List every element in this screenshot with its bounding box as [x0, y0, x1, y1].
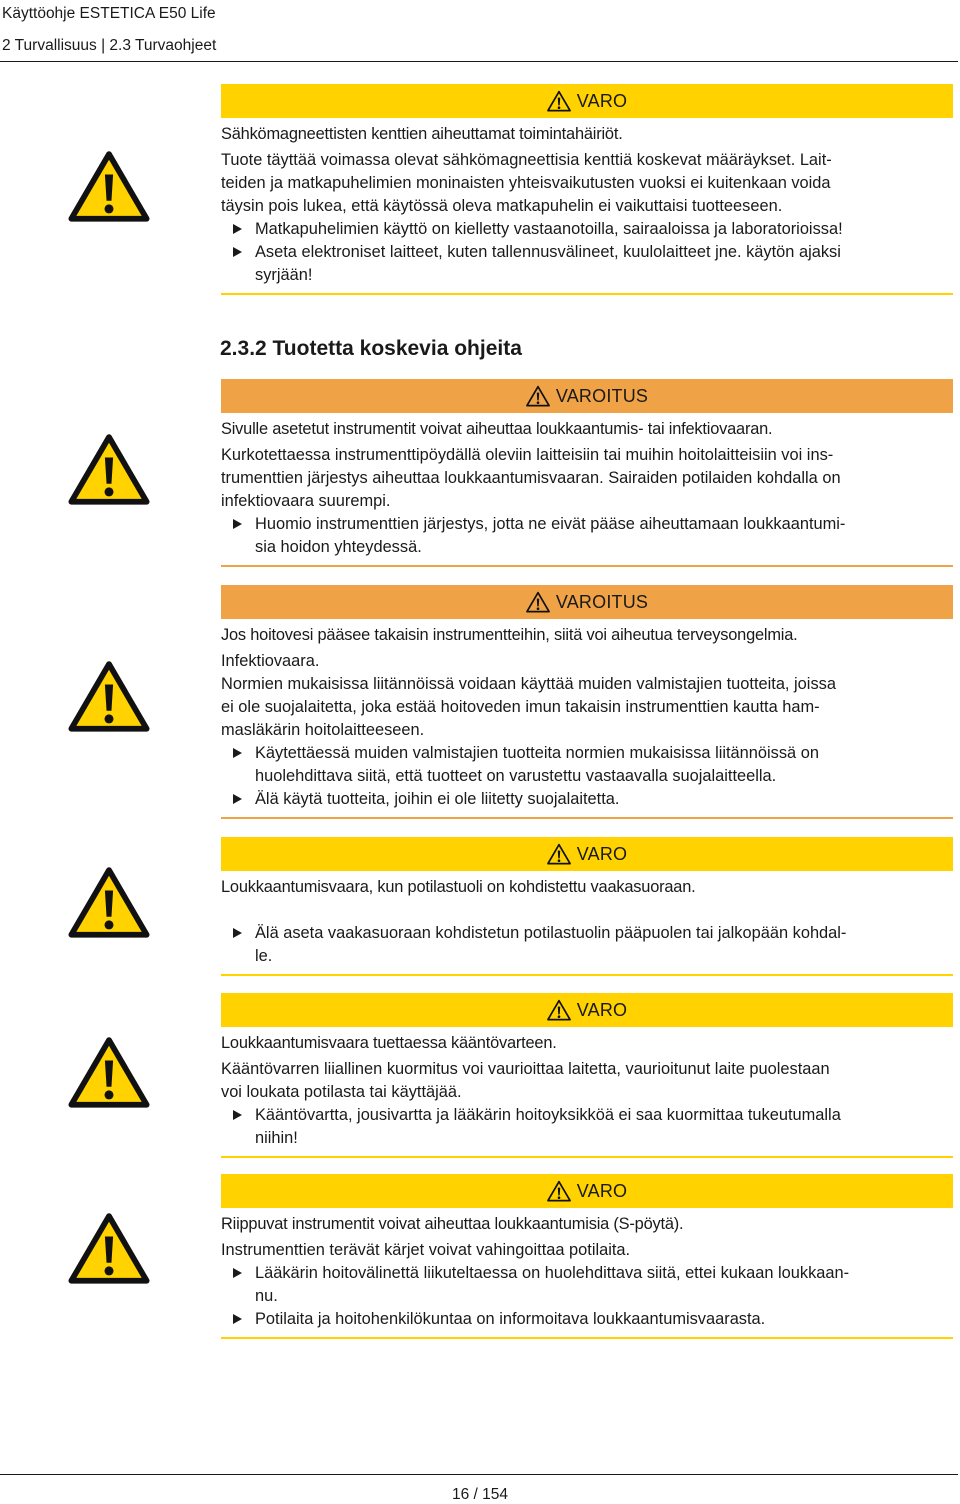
action-step	[221, 1262, 953, 1308]
breadcrumb: 2 Turvallisuus | 2.3 Turvaohjeet	[2, 37, 217, 54]
step-text-line: Käytettäessä muiden valmistajien tuotteita normien mukaisissa liitännöissä on	[255, 744, 819, 762]
warning-sign-icon	[68, 150, 150, 222]
signal-word: VAROITUS	[555, 591, 649, 612]
step-text-line: le.	[255, 947, 273, 965]
warning-outline-icon	[547, 90, 571, 112]
action-step	[221, 218, 953, 241]
action-steps	[221, 513, 953, 559]
warning-block	[221, 84, 953, 295]
warning-title: Jos hoitovesi pääsee takaisin instrumentteihin, siitä voi aiheutua terveysongelmia.	[221, 626, 798, 644]
warning-text-line: teiden ja matkapuhelimien moninaisten yhteisvaikutusten vuoksi ei kuitenkaan voida	[221, 174, 831, 192]
warning-outline-icon	[547, 843, 571, 865]
step-text-line: niihin!	[255, 1129, 298, 1147]
warning-bottom-rule	[221, 974, 953, 976]
warning-triangle-icon	[68, 1212, 150, 1284]
warning-text-line: Kurkotettaessa instrumenttipöydällä oleviin laitteisiin tai muihin hoitolaitteisiin voi ins-	[221, 446, 834, 464]
warning-bottom-rule	[221, 817, 953, 819]
warning-sign-icon	[68, 1036, 150, 1108]
footer-rule	[0, 1474, 958, 1475]
action-step	[221, 1308, 953, 1331]
header-rule	[0, 61, 958, 62]
action-step	[221, 922, 953, 968]
signal-word: VARO	[576, 999, 628, 1020]
action-step	[221, 742, 953, 788]
page-number: 16 / 154	[451, 1486, 509, 1503]
action-steps	[221, 922, 953, 968]
warning-triangle-icon	[68, 150, 150, 222]
action-step	[221, 241, 953, 287]
step-arrow-icon	[233, 1110, 242, 1120]
warning-title: Riippuvat instrumentit voivat aiheuttaa loukkaantumisia (S-pöytä).	[221, 1215, 684, 1233]
warning-outline-icon	[547, 90, 571, 112]
step-text-line: Älä käytä tuotteita, joihin ei ole liitetty suojalaitetta.	[255, 790, 620, 808]
signal-word: VARO	[576, 1180, 628, 1201]
step-text-line: Lääkärin hoitovälinettä liikuteltaessa on huolehdittava siitä, ettei kukaan loukkaan-	[255, 1264, 850, 1282]
step-arrow-icon	[233, 224, 242, 234]
warning-outline-icon	[526, 385, 550, 407]
step-text-line: nu.	[255, 1287, 278, 1305]
action-step	[221, 788, 953, 811]
warning-bottom-rule	[221, 293, 953, 295]
section-heading: 2.3.2 Tuotetta koskevia ohjeita	[220, 337, 522, 360]
step-text-line: huolehdittava siitä, että tuotteet on varustettu vastaavalla suojalaitteella.	[255, 767, 777, 785]
action-step	[221, 1104, 953, 1150]
signal-word-band	[221, 84, 953, 118]
warning-outline-icon	[547, 999, 571, 1021]
step-text-line: Älä aseta vaakasuoraan kohdistetun potilastuolin pääpuolen tai jalkopään kohdal-	[255, 924, 847, 942]
warning-outline-icon	[526, 591, 550, 613]
action-steps	[221, 742, 953, 811]
warning-sign-icon	[68, 866, 150, 938]
signal-word-band	[221, 837, 953, 871]
warning-sign-icon	[68, 1212, 150, 1284]
warning-triangle-icon	[68, 1036, 150, 1108]
warning-outline-icon	[547, 1180, 571, 1202]
signal-word: VARO	[576, 90, 628, 111]
warning-text-line: infektiovaara suurempi.	[221, 492, 391, 510]
warning-block	[221, 379, 953, 567]
warning-triangle-icon	[68, 433, 150, 505]
signal-word-band	[221, 585, 953, 619]
warning-block	[221, 993, 953, 1158]
step-text-line: Huomio instrumenttien järjestys, jotta ne eivät pääse aiheuttamaan loukkaantumi-	[255, 515, 846, 533]
step-arrow-icon	[233, 519, 242, 529]
signal-word: VARO	[576, 843, 628, 864]
warning-title: Sähkömagneettisten kenttien aiheuttamat toimintahäiriöt.	[221, 125, 623, 143]
warning-title: Loukkaantumisvaara tuettaessa kääntövarteen.	[221, 1034, 557, 1052]
warning-bottom-rule	[221, 565, 953, 567]
step-text-line: syrjään!	[255, 266, 313, 284]
warning-text-line: täysin pois lukea, että käytössä oleva matkapuhelin ei vaikuttaisi tuotteeseen.	[221, 197, 783, 215]
warning-text-line: Tuote täyttää voimassa olevat sähkömagneettisia kenttiä koskevat määräykset. Lait-	[221, 151, 832, 169]
signal-word: VAROITUS	[555, 385, 649, 406]
warning-outline-icon	[547, 1180, 571, 1202]
warning-bottom-rule	[221, 1337, 953, 1339]
action-step	[221, 513, 953, 559]
signal-word-band	[221, 993, 953, 1027]
warning-title: Sivulle asetetut instrumentit voivat aiheuttaa loukkaantumis- tai infektiovaaran.	[221, 420, 773, 438]
warning-outline-icon	[547, 843, 571, 865]
warning-text-line: Kääntövarren liiallinen kuormitus voi vaurioittaa laitetta, vaurioitunut laite puolestaan	[221, 1060, 830, 1078]
warning-text-line: Normien mukaisissa liitännöissä voidaan käyttää muiden valmistajien tuotteita, joissa	[221, 675, 836, 693]
action-steps	[221, 218, 953, 287]
step-arrow-icon	[233, 1268, 242, 1278]
warning-block	[221, 837, 953, 976]
warning-text-line: voi loukata potilasta tai käyttäjää.	[221, 1083, 462, 1101]
signal-word-band	[221, 379, 953, 413]
warning-text-line: Infektiovaara.	[221, 652, 320, 670]
warning-text-line: masläkärin hoitolaitteeseen.	[221, 721, 425, 739]
step-arrow-icon	[233, 1314, 242, 1324]
warning-block	[221, 585, 953, 819]
warning-outline-icon	[526, 591, 550, 613]
warning-text-line: ei ole suojalaitetta, joka estää hoitoveden imun takaisin instrumenttien kautta ham-	[221, 698, 820, 716]
warning-outline-icon	[547, 999, 571, 1021]
action-steps	[221, 1262, 953, 1331]
step-arrow-icon	[233, 748, 242, 758]
step-text-line: Matkapuhelimien käyttö on kielletty vastaanotoilla, sairaaloissa ja laboratorioissa!	[255, 220, 843, 238]
step-text-line: Kääntövartta, jousivartta ja lääkärin hoitoyksikköä ei saa kuormittaa tukeutumalla	[255, 1106, 841, 1124]
warning-triangle-icon	[68, 866, 150, 938]
warning-triangle-icon	[68, 660, 150, 732]
warning-text-line: Instrumenttien terävät kärjet voivat vahingoittaa potilaita.	[221, 1241, 631, 1259]
step-text-line: sia hoidon yhteydessä.	[255, 538, 422, 556]
warning-bottom-rule	[221, 1156, 953, 1158]
step-text-line: Aseta elektroniset laitteet, kuten tallennusvälineet, kuulolaitteet jne. käytön ajaksi	[255, 243, 841, 261]
document-title: Käyttöohje ESTETICA E50 Life	[2, 5, 216, 22]
step-text-line: Potilaita ja hoitohenkilökuntaa on informoitava loukkaantumisvaarasta.	[255, 1310, 766, 1328]
action-steps	[221, 1104, 953, 1150]
step-arrow-icon	[233, 794, 242, 804]
warning-sign-icon	[68, 433, 150, 505]
warning-text-line: trumenttien järjestys aiheuttaa loukkaantumisvaaran. Sairaiden potilaiden kohdalla on	[221, 469, 841, 487]
step-arrow-icon	[233, 247, 242, 257]
warning-sign-icon	[68, 660, 150, 732]
warning-title: Loukkaantumisvaara, kun potilastuoli on kohdistettu vaakasuoraan.	[221, 878, 696, 896]
warning-outline-icon	[526, 385, 550, 407]
step-arrow-icon	[233, 928, 242, 938]
warning-block	[221, 1174, 953, 1339]
signal-word-band	[221, 1174, 953, 1208]
